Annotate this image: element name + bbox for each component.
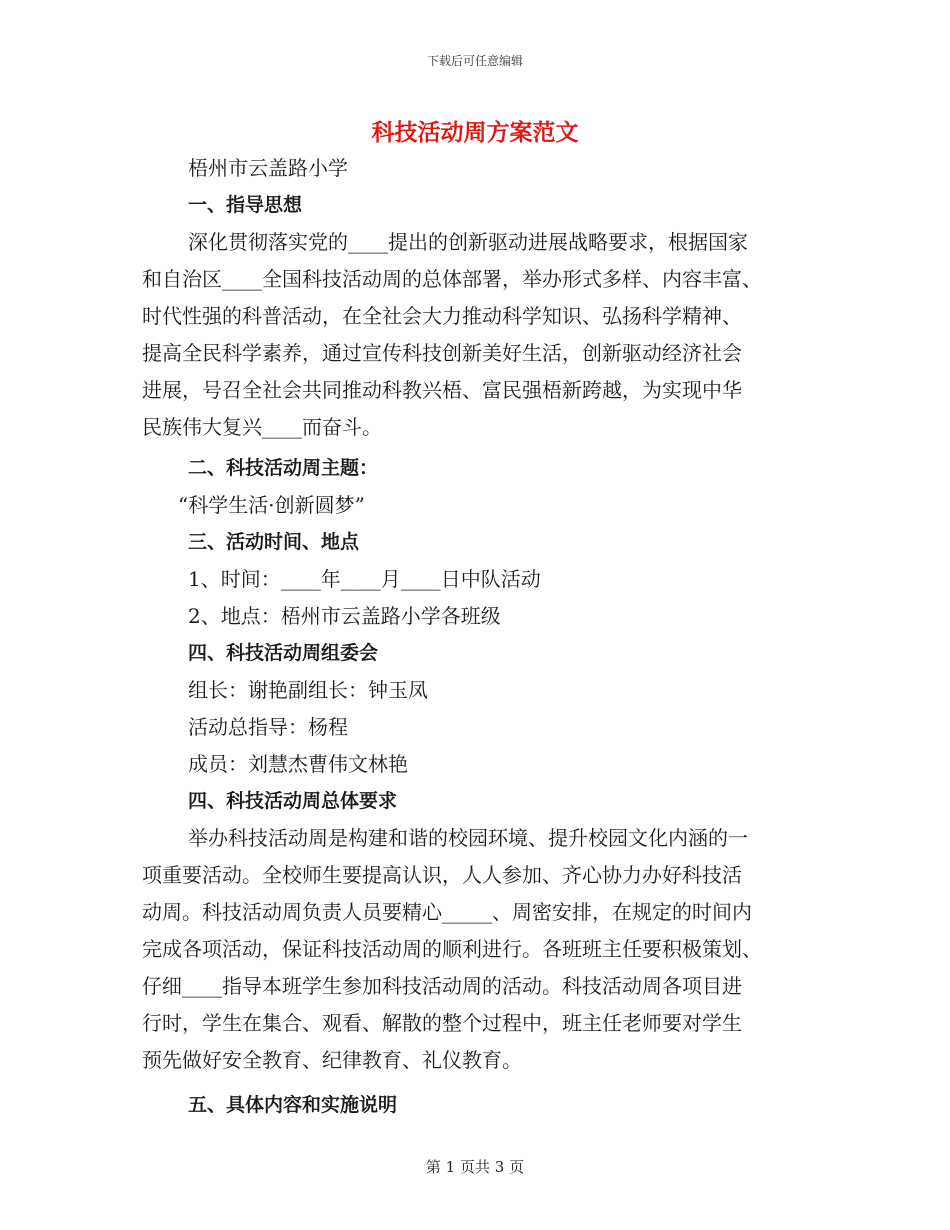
paragraph-line: 举办科技活动周是构建和谐的校园环境、提升校园文化内涵的一 [188,826,748,850]
section-heading-committee: 四、科技活动周组委会 [188,642,379,664]
paragraph-line: 预先做好安全教育、纪律教育、礼仪教育。 [142,1048,522,1072]
committee-members: 成员：刘慧杰曹伟文林艳 [188,752,408,776]
paragraph-line: 行时，学生在集合、观看、解散的整个过程中，班主任老师要对学生 [142,1011,742,1035]
paragraph-line: 民族伟大复兴____而奋斗。 [142,415,382,439]
section-heading-theme: 二、科技活动周主题： [188,457,379,479]
page-footer-number: 第 1 页共 3 页 [425,1158,525,1176]
paragraph-guiding-thought [142,224,810,446]
paragraph-line: 进展，号召全社会共同推动科教兴梧、富民强梧新跨越，为实现中华 [142,378,742,402]
paragraph-line: 仔细____指导本班学生参加科技活动周的活动。科技活动周各项目进 [142,974,742,998]
event-time: 1、时间：____年____月____日中队活动 [188,567,541,591]
committee-director: 活动总指导：杨程 [188,715,348,739]
theme-text: “科学生活·创新圆梦” [178,493,365,517]
paragraph-line: 项重要活动。全校师生要提高认识，人人参加、齐心协力办好科技活 [142,863,742,887]
section-heading-time-place: 三、活动时间、地点 [188,531,360,553]
document-title: 科技活动周方案范文 [371,120,579,146]
committee-leader: 组长：谢艳副组长：钟玉凤 [188,678,428,702]
paragraph-line: 完成各项活动，保证科技活动周的顺利进行。各班班主任要积极策划、 [142,937,762,961]
document-body [142,150,810,1124]
section-heading-implementation: 五、具体内容和实施说明 [188,1094,398,1116]
paragraph-line: 动周。科技活动周负责人员要精心_____、周密安排，在规定的时间内 [142,900,752,924]
event-place: 2、地点：梧州市云盖路小学各班级 [188,604,501,628]
paragraph-line: 时代性强的科普活动，在全社会大力推动科学知识、弘扬科学精神、 [142,304,742,328]
page-header-note: 下载后可任意编辑 [426,54,523,68]
paragraph-line: 深化贯彻落实党的____提出的创新驱动进展战略要求，根据国家 [188,230,748,254]
paragraph-requirements [142,820,810,1079]
section-heading-requirements: 四、科技活动周总体要求 [188,790,398,812]
school-name: 梧州市云盖路小学 [188,156,348,180]
paragraph-line: 和自治区____全国科技活动周的总体部署，举办形式多样、内容丰富、 [142,267,762,291]
section-heading-guiding-thought: 一、指导思想 [188,194,303,216]
paragraph-line: 提高全民科学素养，通过宣传科技创新美好生活，创新驱动经济社会 [142,341,742,365]
